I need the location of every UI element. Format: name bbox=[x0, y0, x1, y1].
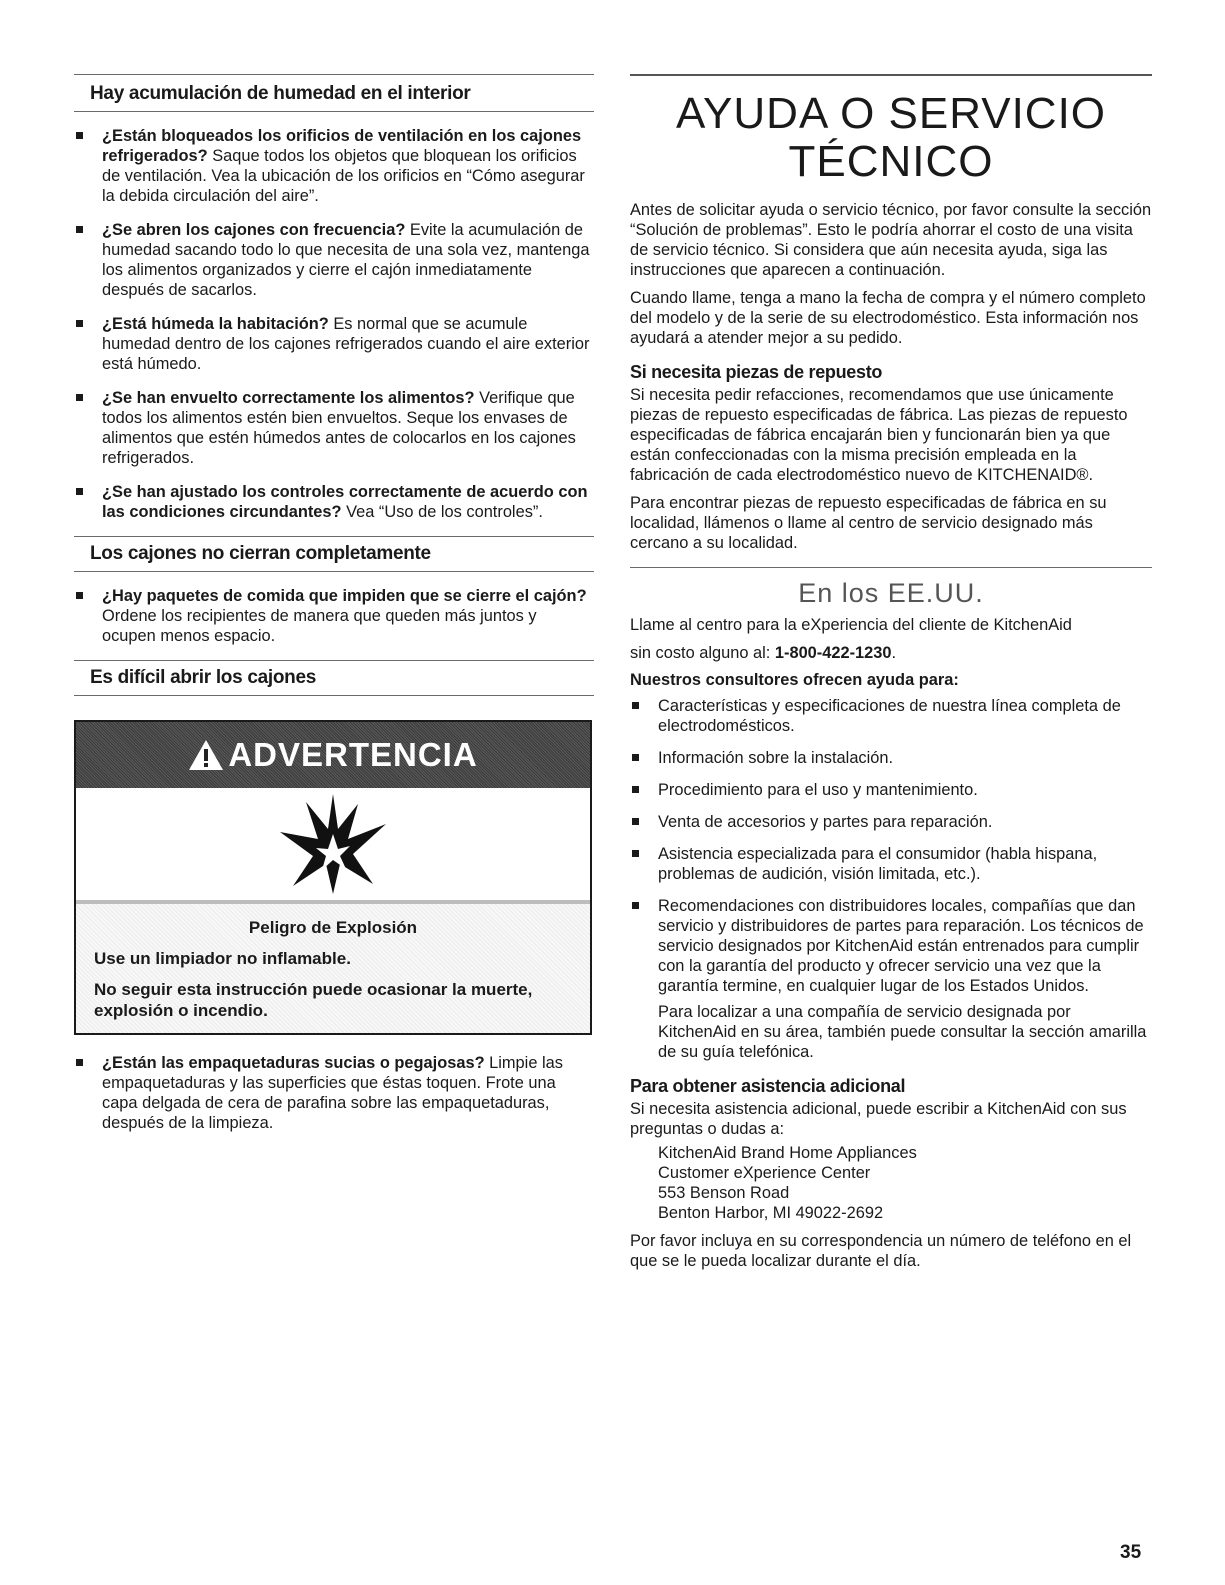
list-item: ¿Están bloqueados los orificios de ventilación en los cajones refrigerados? Saque todos los objetos que bloquean los orificios de ventilación. Vea la ubicación de los orificios en “Cómo asegurar la debida circulación del aire”. bbox=[74, 126, 594, 206]
list-item: ¿Se abren los cajones con frecuencia? Evite la acumulación de humedad sacando todo lo que necesita de una sola vez, mantenga los alimentos organizados y cierre el cajón inmediatamente después de sacarlos. bbox=[74, 220, 594, 300]
call-line-1: Llame al centro para la eXperiencia del cliente de KitchenAid bbox=[630, 616, 1072, 634]
extra-help-paragraph: Si necesita asistencia adicional, puede escribir a KitchenAid con sus preguntas o dudas a: bbox=[630, 1100, 1127, 1138]
warning-banner bbox=[76, 722, 590, 788]
intro-paragraph-1: Antes de solicitar ayuda o servicio técnico, por favor consulte la sección “Solución de problemas”. Esto le podría ahorrar el costo de una visita de servicio técnico. Si considera que aún necesita ayuda, siga las instrucciones que aparecen a continuación. bbox=[630, 201, 1152, 279]
section-heading-drawers-close: Los cajones no cierran completamente bbox=[74, 537, 594, 572]
rule bbox=[630, 567, 1152, 568]
humidity-list bbox=[74, 126, 594, 522]
list-item: ¿Se han ajustado los controles correctamente de acuerdo con las condiciones circundantes? Vea “Uso de los controles”. bbox=[74, 482, 594, 522]
left-column bbox=[74, 74, 594, 1147]
closing-paragraph: Por favor incluya en su correspondencia un número de teléfono en el que se le pueda localizar durante el día. bbox=[630, 1232, 1132, 1270]
region-heading: En los EE.UU. bbox=[798, 578, 984, 608]
list-item: Información sobre la instalación. bbox=[630, 748, 1152, 768]
phone-number: 1-800-422-1230 bbox=[774, 644, 892, 662]
list-item: ¿Están las empaquetaduras sucias o pegajosas? Limpie las empaquetaduras y las superficies que éstas toquen. Frote una capa delgada de cera de parafina sobre las empaquetaduras, después de la limpieza. bbox=[74, 1053, 594, 1133]
page-number: 35 bbox=[1120, 1542, 1142, 1563]
parts-heading: Si necesita piezas de repuesto bbox=[630, 362, 883, 382]
list-item: Características y especificaciones de nuestra línea completa de electrodomésticos. bbox=[630, 696, 1152, 736]
consultants-heading: Nuestros consultores ofrecen ayuda para: bbox=[630, 671, 959, 689]
list-item: ¿Está húmeda la habitación? Es normal que se acumule humedad dentro de los cajones refrigerados cuando el aire exterior está húmedo. bbox=[74, 314, 594, 374]
list-item: ¿Se han envuelto correctamente los alimentos? Verifique que todos los alimentos estén bien envueltos. Seque los envases de alimentos que estén húmedos antes de colocarlos en los cajones refrigerados. bbox=[74, 388, 594, 468]
section-heading-humidity: Hay acumulación de humedad en el interior bbox=[74, 75, 594, 112]
right-column bbox=[630, 74, 1152, 1279]
warning-box bbox=[74, 720, 592, 1035]
hazard-name: Peligro de Explosión bbox=[248, 918, 418, 937]
list-item: Procedimiento para el uso y mantenimiento. bbox=[630, 780, 1152, 800]
call-line-2: sin costo alguno al: 1-800-422-1230. bbox=[630, 644, 897, 662]
warning-text bbox=[76, 900, 590, 1033]
warning-title: ADVERTENCIA bbox=[228, 736, 478, 773]
drawers-close-list bbox=[74, 586, 594, 646]
list-item: Asistencia especializada para el consumidor (habla hispana, problemas de audición, visión limitada, etc.). bbox=[630, 844, 1152, 884]
warning-line-2: No seguir esta instrucción puede ocasionar la muerte, explosión o incendio. bbox=[94, 980, 533, 1020]
list-item: ¿Hay paquetes de comida que impiden que se cierre el cajón? Ordene los recipientes de manera que queden más juntos y ocupen menos espacio. bbox=[74, 586, 594, 646]
parts-paragraph-2: Para encontrar piezas de repuesto especificadas de fábrica en su localidad, llámenos o llame al centro de servicio designado más cercano a su localidad. bbox=[630, 494, 1107, 552]
explosion-icon bbox=[278, 794, 388, 894]
section-heading-drawers-open: Es difícil abrir los cajones bbox=[74, 661, 594, 696]
extra-help-heading: Para obtener asistencia adicional bbox=[630, 1076, 906, 1096]
page-title: AYUDA O SERVICIO TÉCNICO bbox=[675, 89, 1107, 186]
parts-paragraph-1: Si necesita pedir refacciones, recomendamos que use únicamente piezas de repuesto especificadas de fábrica. Las piezas de repuesto especificadas de fábrica encajarán bien y funcionarán bien ya que están confeccionadas con la misma precisión empleada en la fabricación de cada electrodoméstico nuevo de KITCHENAID®. bbox=[630, 386, 1128, 484]
locate-paragraph: Para localizar a una compañía de servicio designada por KitchenAid en su área, también puede consultar la sección amarilla de su guía telefónica. bbox=[658, 1003, 1147, 1061]
intro-paragraph-2: Cuando llame, tenga a mano la fecha de compra y el número completo del modelo y de la serie de su electrodoméstico. Esta información nos ayudará a atender mejor a su pedido. bbox=[630, 289, 1146, 347]
warning-line-1: Use un limpiador no inflamable. bbox=[94, 949, 351, 968]
consultants-list bbox=[630, 696, 1152, 996]
warning-triangle-icon bbox=[188, 739, 224, 771]
gaskets-list bbox=[74, 1053, 594, 1133]
mailing-address: KitchenAid Brand Home Appliances Customer eXperience Center 553 Benson Road Benton Harbor, MI 49022-2692 bbox=[658, 1144, 917, 1222]
list-item: Recomendaciones con distribuidores locales, compañías que dan servicio y distribuidores de partes para reparación. Los técnicos de servicio designados por KitchenAid están entrenados para cumplir con la garantía del producto y ofrecer servicio una vez que la garantía termine, en cualquier lugar de los Estados Unidos. bbox=[630, 896, 1152, 996]
list-item: Venta de accesorios y partes para reparación. bbox=[630, 812, 1152, 832]
top-rule-right bbox=[630, 74, 1152, 76]
